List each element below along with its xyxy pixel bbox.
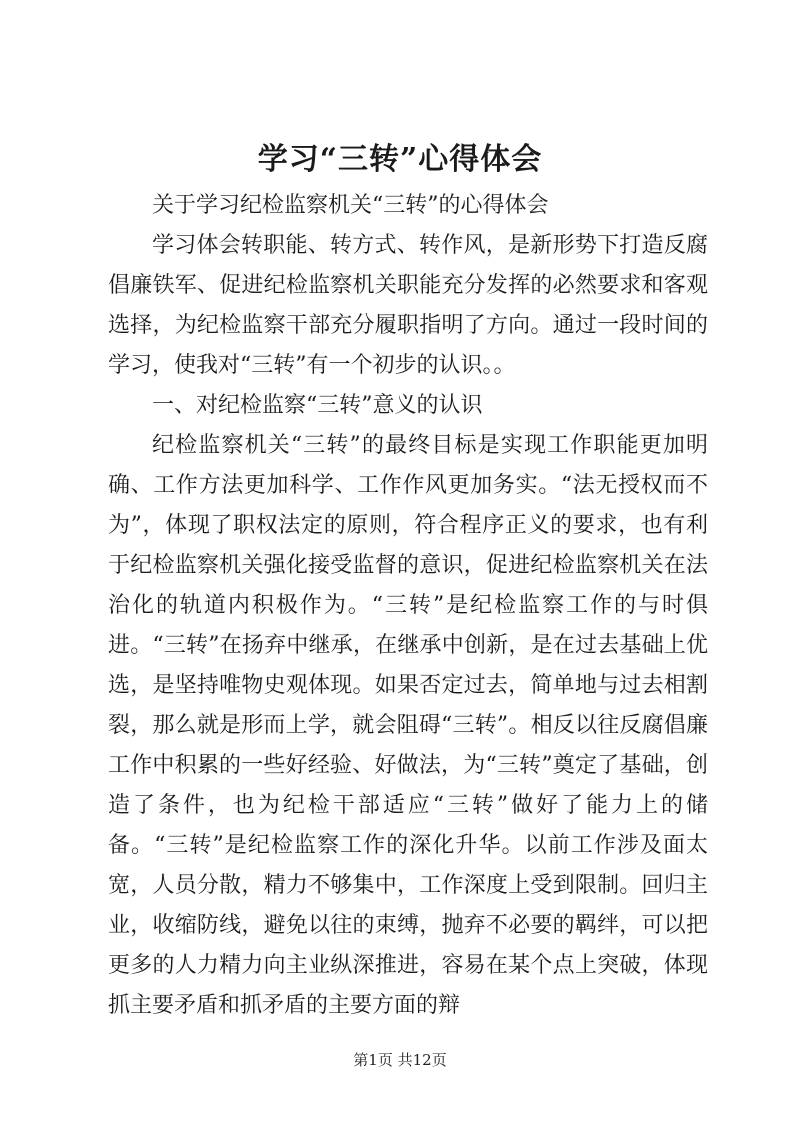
document-title: 学习“三转”心得体会 <box>257 142 543 177</box>
document-body <box>108 186 708 1026</box>
page-footer: 第1页 共12页 <box>353 1051 447 1069</box>
paragraph-subtitle: 关于学习纪检监察机关“三转”的心得体会 <box>152 193 549 218</box>
section-heading: 一、对纪检监察“三转”意义的认识 <box>152 393 483 418</box>
paragraph-intro: 学习体会转职能、转方式、转作风，是新形势下打造反腐倡廉铁军、促进纪检监察机关职能充分发挥的必然要求和客观选择，为纪检监察干部充分履职指明了方向。通过一段时间的学习，使我对“三转”有一个初步的认识。。 <box>108 233 708 378</box>
paragraph-section-one: 纪检监察机关“三转”的最终目标是实现工作职能更加明确、工作方法更加科学、工作作风更加务实。“法无授权而不为”，体现了职权法定的原则，符合程序正义的要求，也有利于纪检监察机关强化接受监督的意识，促进纪检监察机关在法治化的轨道内积极作为。“三转”是纪检监察工作的与时俱进。“三转”在扬弃中继承，在继承中创新，是在过去基础上优选，是坚持唯物史观体现。如果否定过去，简单地与过去相割裂，那么就是形而上学，就会阻碍“三转”。相反以往反腐倡廉工作中积累的一些好经验、好做法，为“三转”奠定了基础，创造了条件，也为纪检干部适应“三转”做好了能力上的储备。“三转”是纪检监察工作的深化升华。以前工作涉及面太宽，人员分散，精力不够集中，工作深度上受到限制。回归主业，收缩防线，避免以往的束缚，抛弃不必要的羁绊，可以把更多的人力精力向主业纵深推进，容易在某个点上突破，体现抓主要矛盾和抓矛盾的主要方面的辩 <box>108 433 708 1018</box>
